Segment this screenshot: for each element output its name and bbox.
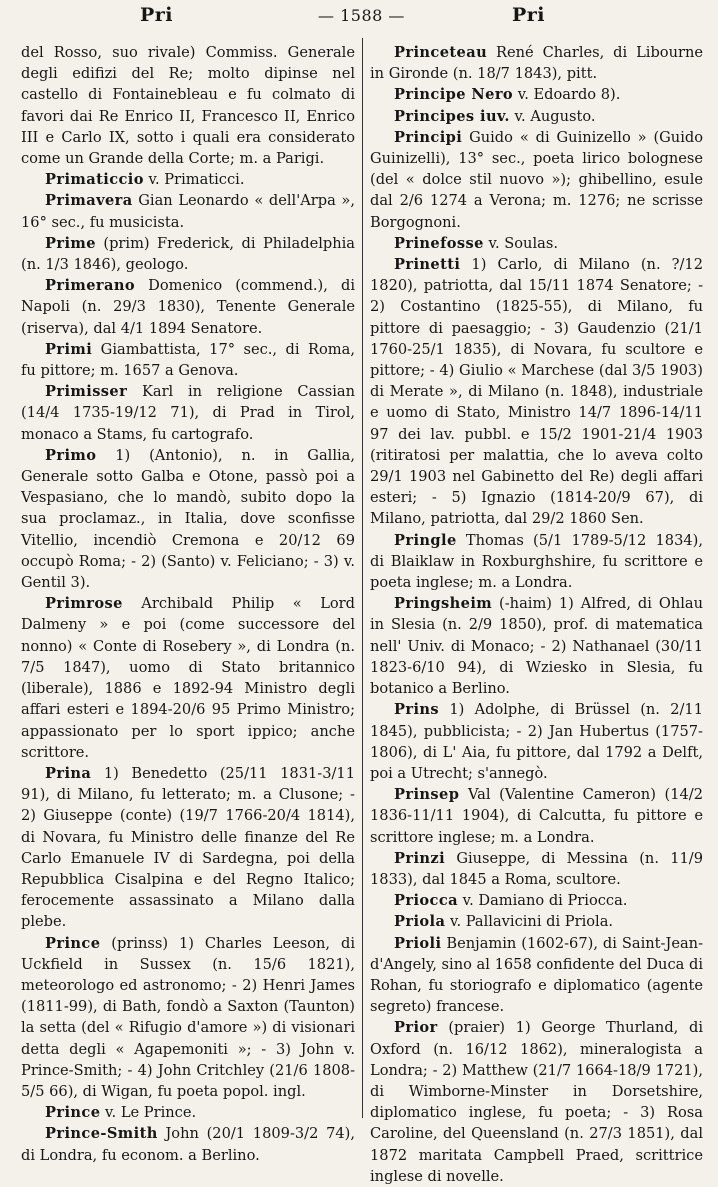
dictionary-entry <box>370 106 703 127</box>
dictionary-entry <box>370 233 703 254</box>
entry-text: del Rosso, suo rivale) Commiss. Generale degli edifizi del Re; molto dipinse nel castello di Fontainebleau e fu colmato di favori dai Re Enrico II, Francesco II, Enrico III e Carlo IX, sotto i quali era considerato come un Grande della Corte; m. a Parigi. <box>21 44 355 168</box>
entry-text: Benjamin (1602-67), di Saint-Jean-d'Angely, sino al 1658 confidente del Duca di Rohan, fu storiografo e diplomatico (agente segreto) francese. <box>370 934 703 1016</box>
entry-headword: Pringle <box>394 531 457 549</box>
dictionary-entry <box>21 593 355 763</box>
entry-text: 1) (Antonio), n. in Gallia, Generale sotto Galba e Otone, passò poi a Vespasiano, che lo mandò, subito dopo la sua proclamaz., in Italia, dove sconfisse Vitellio, incendiò Cremona e 20/12 69 occupò Roma; - 2) (Santo) v. Feliciano; - 3) v. Gentil 3). <box>21 446 355 592</box>
entry-headword: Prinzi <box>394 849 446 867</box>
entry-headword: Primrose <box>45 595 123 613</box>
entry-text: Gian Leonardo « dell'Arpa », 16° sec., fu musicista. <box>21 192 355 231</box>
entry-text: v. Primaticci. <box>143 171 245 189</box>
entry-headword: Primavera <box>45 192 133 210</box>
entry-text: Giambattista, 17° sec., di Roma, fu pittore; m. 1657 a Genova. <box>21 340 355 380</box>
dictionary-entry <box>21 1123 355 1165</box>
entry-text: v. Edoardo 8). <box>513 86 621 104</box>
entry-headword: Primisser <box>45 383 128 401</box>
dictionary-entry <box>21 169 355 190</box>
page-header <box>0 4 718 28</box>
entry-headword: Principe Nero <box>394 86 514 104</box>
dictionary-entry <box>370 911 703 932</box>
entry-headword: Prinsep <box>394 786 460 804</box>
entry-text: Domenico (commend.), di Napoli (n. 29/3 1830), Tenente Generale (riserva), dal 4/1 1894 Senatore. <box>21 277 355 337</box>
header-right-guideword: Pri <box>512 4 546 26</box>
dictionary-entry <box>21 275 355 339</box>
entry-text: Thomas (5/1 1789-5/12 1834), di Blaiklaw in Roxburghshire, fu scrittore e poeta inglese; m. a Londra. <box>370 531 703 592</box>
entry-headword: Prior <box>394 1019 438 1037</box>
dictionary-entry <box>370 784 703 848</box>
right-column <box>370 42 703 1187</box>
entry-headword: Prinefosse <box>394 234 484 252</box>
entry-headword: Primerano <box>45 277 136 295</box>
entry-text: 1) Adolphe, di Brüssel (n. 2/11 1845), pubblicista; - 2) Jan Hubertus (1757-1806), di L' Aia, fu pittore, dal 1792 a Delft, poi a Utrecht; s'annegò. <box>370 701 703 782</box>
dictionary-entry <box>21 42 355 169</box>
left-column <box>21 42 355 1166</box>
entry-headword: Prince-Smith <box>45 1125 158 1143</box>
dictionary-entry <box>21 381 355 445</box>
page-number: — 1588 — <box>318 6 405 25</box>
entry-text: v. Augusto. <box>509 107 596 125</box>
dictionary-entry <box>370 84 703 105</box>
dictionary-entry <box>370 530 703 594</box>
dictionary-entry <box>21 339 355 381</box>
entry-text: Giuseppe, di Messina (n. 11/9 1833), dal 1845 a Roma, scultore. <box>370 849 703 888</box>
entry-text: v. Le Prince. <box>100 1104 197 1122</box>
dictionary-entry <box>370 699 703 784</box>
entry-headword: Principi <box>394 128 463 146</box>
dictionary-entry <box>370 1017 703 1187</box>
entry-text: John (20/1 1809-3/2 74), di Londra, fu econom. a Berlino. <box>21 1125 355 1164</box>
entry-text: (prinss) 1) Charles Leeson, di Uckfield in Sussex (n. 15/6 1821), meteorologo ed astronomo; - 2) Henri James (1811-99), di Bath, fondò a Saxton (Taunton) la setta (del « Rifugio d'amore ») di visionari detta degli « Agapemoniti »; - 3) John v. Prince-Smith; - 4) John Critchley (21/6 1808-5/5 66), di Wigan, fu poeta popol. ingl. <box>21 934 355 1100</box>
entry-text: (-haim) 1) Alfred, di Ohlau in Slesia (n. 2/9 1850), prof. di matematica nell' Univ. di Monaco; - 2) Nathanael (30/11 1823-6/10 94), di Wziesko in Slesia, fu botanico a Berlino. <box>370 595 703 698</box>
entry-text: 1) Benedetto (25/11 1831-3/11 91), di Milano, fu letterato; m. a Clusone; - 2) Giuseppe (conte) (19/7 1766-20/4 1814), di Novara, fu Ministro delle finanze del Re Carlo Emanuele IV di Sardegna, poi della Repubblica Cisalpina e del Regno Italico; ferocemente assassinato a Milano dalla plebe. <box>21 764 355 931</box>
entry-text: René Charles, di Libourne in Gironde (n. 18/7 1843), pitt. <box>370 44 703 83</box>
dictionary-entry <box>370 127 703 233</box>
dictionary-entry <box>370 890 703 911</box>
entry-text: v. Damiano di Priocca. <box>457 892 628 910</box>
dictionary-entry <box>370 593 703 699</box>
dictionary-entry <box>21 445 355 593</box>
entry-text: v. Pallavicini di Priola. <box>445 913 614 931</box>
entry-headword: Prina <box>45 764 92 782</box>
entry-headword: Pringsheim <box>394 595 493 613</box>
dictionary-entry <box>21 1102 355 1123</box>
entry-headword: Priocca <box>394 892 458 910</box>
entry-headword: Princeteau <box>394 44 488 61</box>
entry-headword: Prinetti <box>394 256 461 274</box>
entry-headword: Principes iuv. <box>394 107 510 125</box>
entry-text: Guido « di Guinizello » (Guido Guinizelli), 13° sec., poeta lirico bolognese (del « dolce stil nuovo »); ghibellino, esule dal 2/6 1274 a Verona; m. 1276; ne scrisse Borgognoni. <box>370 128 703 231</box>
entry-text: Val (Valentine Cameron) (14/2 1836-11/11 1904), di Calcutta, fu pittore e scrittore inglese; m. a Londra. <box>370 786 703 846</box>
dictionary-entry <box>370 254 703 530</box>
dictionary-entry <box>21 233 355 275</box>
column-divider <box>362 38 363 1118</box>
dictionary-entry <box>370 42 703 84</box>
dictionary-entry <box>370 933 703 1018</box>
entry-headword: Primi <box>45 340 93 358</box>
entry-headword: Prime <box>45 234 96 252</box>
header-left-guideword: Pri <box>140 4 174 26</box>
entry-text: 1) Carlo, di Milano (n. ?/12 1820), patriotta, dal 15/11 1874 Senatore; - 2) Costantino (1825-55), di Milano, fu pittore di paesaggio; - 3) Gaudenzio (21/1 1760-25/1 1835), di Novara, fu scultore e pittore; - 4) Giulio « Marchese (dal 3/5 1903) di Merate », di Milano (n. 1848), industriale e uomo di Stato, Ministro 14/7 1896-14/11 97 dei lav. pubbl. e 15/2 1901-21/4 1903 (ritiratosi per malattia, che lo aveva colto 29/1 1903 nel Gabinetto del Re) degli affari esteri; - 5) Ignazio (1814-20/9 67), di Milano, patriotta, dal 29/2 1860 Sen. <box>370 256 703 528</box>
entry-headword: Primaticcio <box>45 171 144 189</box>
entry-text: Karl in religione Cassian (14/4 1735-19/12 71), di Prad in Tirol, monaco a Stams, fu cartografo. <box>21 383 355 443</box>
entry-headword: Prioli <box>394 934 442 952</box>
dictionary-entry <box>21 190 355 232</box>
dictionary-entry <box>21 933 355 1103</box>
entry-headword: Primo <box>45 446 97 464</box>
entry-text: (prim) Frederick, di Philadelphia (n. 1/3 1846), geologo. <box>21 234 355 274</box>
dictionary-entry <box>370 848 703 890</box>
entry-headword: Priola <box>394 913 446 931</box>
entry-headword: Prince <box>45 1104 101 1122</box>
dictionary-entry <box>21 763 355 933</box>
entry-headword: Prince <box>45 934 101 952</box>
entry-text: v. Soulas. <box>483 234 558 252</box>
entry-text: (praier) 1) George Thurland, di Oxford (n. 16/12 1862), mineralogista a Londra; - 2) Matthew (21/7 1664-18/9 1721), di Wimborne-Minster in Dorsetshire, diplomatico inglese, fu poeta; - 3) Rosa Caroline, del Queensland (n. 27/3 1851), dal 1872 maritata Campbell Praed, scrittrice inglese di novelle. <box>370 1019 703 1185</box>
entry-text: Archibald Philip « Lord Dalmeny » e poi (come successore del nonno) « Conte di Rosebery », di Londra (n. 7/5 1847), uomo di Stato britannico (liberale), 1886 e 1892-94 Ministro degli affari esteri e 1894-20/6 95 Primo Ministro; appassionato per lo sport ippico; anche scrittore. <box>21 595 355 761</box>
entry-headword: Prins <box>394 701 440 719</box>
